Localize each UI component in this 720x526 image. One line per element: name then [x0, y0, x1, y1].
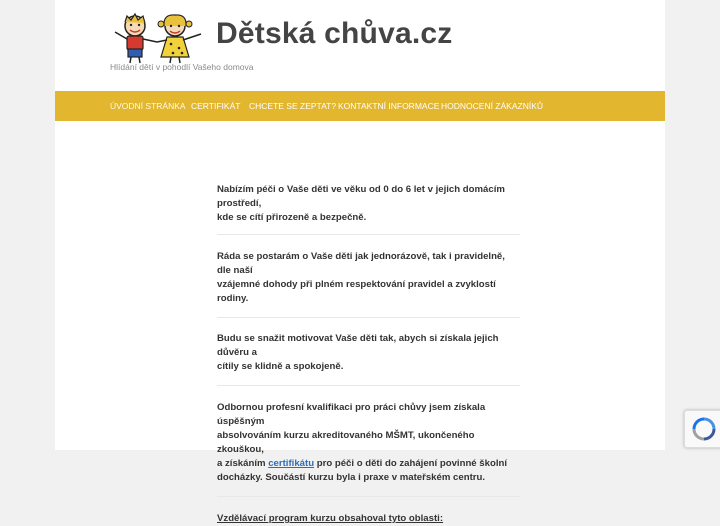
paragraph-care-offer — [217, 183, 520, 225]
course-program-heading: Vzdělávací program kurzu obsahoval tyto oblasti: — [217, 513, 444, 524]
nav-item-contact[interactable]: KONTAKTNÍ INFORMACE — [338, 101, 440, 111]
site-tagline: Hlídání dětí v pohodlí Vašeho domova — [110, 62, 254, 72]
main-navigation — [55, 91, 665, 121]
paragraph-motivation — [217, 332, 520, 374]
text-fragment: a získáním — [217, 458, 269, 469]
text-line: kde se cítí přirozeně a bezpečně. — [217, 212, 367, 223]
text-line: Ráda se postarám o Vaše děti jak jednorázově, tak i pravidelně, dle naší — [217, 251, 505, 276]
children-logo-icon[interactable] — [109, 12, 211, 64]
recaptcha-icon — [691, 416, 717, 442]
paragraph-qualification — [217, 401, 520, 485]
text-line — [217, 457, 520, 471]
divider — [217, 234, 520, 235]
site-title[interactable]: Dětská chůva.cz — [216, 17, 453, 50]
certificate-link[interactable]: certifikátu — [268, 458, 315, 469]
divider — [217, 496, 520, 497]
text-line: Budu se snažit motivovat Vaše děti tak, abych si získala jejich důvěru a — [217, 333, 499, 358]
page-container — [55, 0, 665, 524]
divider — [217, 385, 520, 386]
text-fragment: pro péči o děti do zahájení povinné školní — [314, 458, 508, 469]
nav-item-reviews[interactable]: HODNOCENÍ ZÁKAZNÍKŮ — [441, 101, 544, 111]
nav-item-ask[interactable]: CHCETE SE ZEPTAT? — [249, 101, 337, 111]
text-line: absolvováním kurzu akreditovaného MŠMT, ukončeného zkouškou, — [217, 430, 475, 455]
text-line: cítily se klidně a spokojeně. — [217, 361, 344, 372]
text-line: vzájemné dohody při plném respektování pravidel a zvyklostí rodiny. — [217, 279, 496, 304]
nav-item-certificate[interactable]: CERTIFIKÁT — [191, 101, 241, 111]
divider — [217, 317, 520, 318]
recaptcha-badge[interactable] — [684, 410, 720, 448]
site-header — [55, 0, 665, 91]
text-line: docházky. Součástí kurzu byla i praxe v mateřském centru. — [217, 472, 486, 483]
paragraph-care-regular — [217, 250, 520, 306]
text-line: Odbornou profesní kvalifikaci pro práci chůvy jsem získala úspěšným — [217, 402, 486, 427]
main-content — [217, 176, 520, 526]
nav-item-home[interactable]: ÚVODNÍ STRÁNKA — [110, 101, 186, 111]
text-line: Nabízím péči o Vaše děti ve věku od 0 do 6 let v jejich domácím prostředí, — [217, 184, 505, 209]
